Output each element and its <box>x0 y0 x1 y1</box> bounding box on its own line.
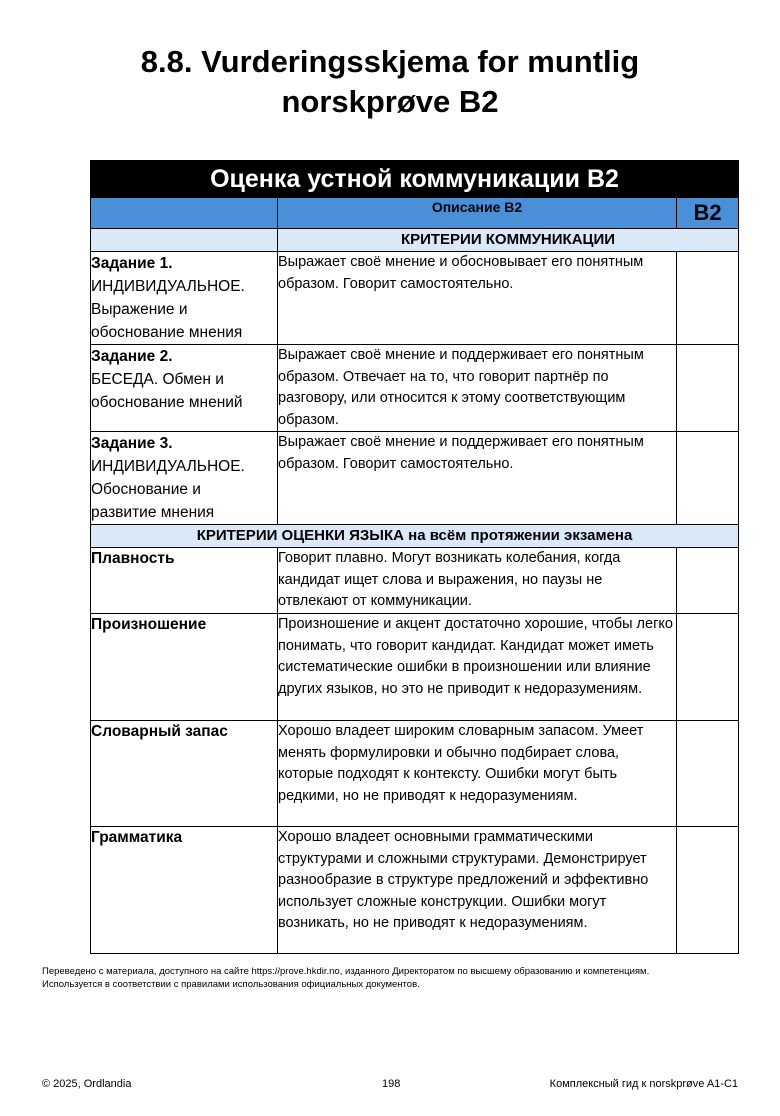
footnote-line-1: Переведено с материала, доступного на сайте https://prove.hkdir.no, изданного Директоратом по высшему образованию и компетенциям. <box>42 966 650 977</box>
task-line: обоснование мнений <box>91 394 243 411</box>
task-description: Выражает своё мнение и поддерживает его понятным образом. Отвечает на то, что говорит партнёр по разговору, или относится к этому соответствующим образом. <box>278 345 677 432</box>
footer-page-number: 198 <box>382 1078 401 1090</box>
description-header: Описание B2 <box>278 198 677 229</box>
score-cell[interactable] <box>677 721 739 827</box>
criterion-name: Произношение <box>91 614 278 721</box>
criterion-name: Грамматика <box>91 827 278 954</box>
footnote-line-2: Используется в соответствии с правилами использования официальных документов. <box>42 979 420 990</box>
task-row <box>91 252 739 345</box>
page-title-line-1: 8.8. Vurderingsskjema for muntlig <box>140 44 640 79</box>
score-cell[interactable] <box>677 548 739 614</box>
score-cell[interactable] <box>677 345 739 432</box>
score-cell[interactable] <box>677 252 739 345</box>
criterion-description: Хорошо владеет широким словарным запасом. Умеет менять формулировки и обычно подбирает слова, которые подходят к контексту. Ошибки могут быть редкими, но не приводят к недоразумениям. <box>278 721 677 827</box>
score-cell[interactable] <box>677 614 739 721</box>
score-cell[interactable] <box>677 827 739 954</box>
criterion-name: Плавность <box>91 548 278 614</box>
section-blank-cell <box>91 229 278 252</box>
criterion-name: Словарный запас <box>91 721 278 827</box>
task-description: Выражает своё мнение и поддерживает его понятным образом. Говорит самостоятельно. <box>278 432 677 525</box>
level-header: B2 <box>677 198 739 229</box>
criterion-description: Хорошо владеет основными грамматическими структурами и сложными структурами. Демонстрирует разнообразие в структуре предложений и эффективно использует сложные конструкции. Ошибки могут возникать, но не приводят к недоразумениям. <box>278 827 677 954</box>
table-title-row <box>91 161 739 198</box>
task-label-cell <box>91 345 278 432</box>
criterion-row <box>91 548 739 614</box>
task-row <box>91 432 739 525</box>
task-label-cell <box>91 432 278 525</box>
task-name: Задание 2. <box>91 348 173 365</box>
task-line: обоснование мнения <box>91 324 243 341</box>
assessment-table <box>90 160 739 954</box>
language-section-header: КРИТЕРИИ ОЦЕНКИ ЯЗЫКА на всём протяжении экзамена <box>91 525 739 548</box>
criterion-row <box>91 721 739 827</box>
page-title <box>0 42 780 122</box>
source-footnote <box>42 965 742 991</box>
task-name: Задание 1. <box>91 255 173 272</box>
task-line: БЕСЕДА. Обмен и <box>91 371 224 388</box>
language-section-row <box>91 525 739 548</box>
task-line: ИНДИВИДУАЛЬНОЕ. <box>91 278 245 295</box>
task-line: ИНДИВИДУАЛЬНОЕ. <box>91 458 245 475</box>
table-title: Оценка устной коммуникации B2 <box>91 161 739 198</box>
criterion-description: Произношение и акцент достаточно хорошие, чтобы легко понимать, что говорит кандидат. Кандидат может иметь систематические ошибки в произношении или влияние других языков, но это не приводит к недоразумениям. <box>278 614 677 721</box>
task-label-cell <box>91 252 278 345</box>
table-header-row <box>91 198 739 229</box>
task-description: Выражает своё мнение и обосновывает его понятным образом. Говорит самостоятельно. <box>278 252 677 345</box>
task-line: развитие мнения <box>91 504 215 521</box>
page-title-line-2: norskprøve B2 <box>281 84 499 119</box>
communication-section-row <box>91 229 739 252</box>
header-blank-cell <box>91 198 278 229</box>
criterion-row <box>91 827 739 954</box>
score-cell[interactable] <box>677 432 739 525</box>
communication-section-header: КРИТЕРИИ КОММУНИКАЦИИ <box>278 229 739 252</box>
task-line: Выражение и <box>91 301 188 318</box>
criterion-description: Говорит плавно. Могут возникать колебания, когда кандидат ищет слова и выражения, но паузы не отвлекают от коммуникации. <box>278 548 677 614</box>
task-row <box>91 345 739 432</box>
footer-book-title: Комплексный гид к norskprøve A1-C1 <box>549 1078 738 1090</box>
task-line: Обоснование и <box>91 481 201 498</box>
task-name: Задание 3. <box>91 435 173 452</box>
criterion-row <box>91 614 739 721</box>
footer-copyright: © 2025, Ordlandia <box>42 1078 132 1090</box>
